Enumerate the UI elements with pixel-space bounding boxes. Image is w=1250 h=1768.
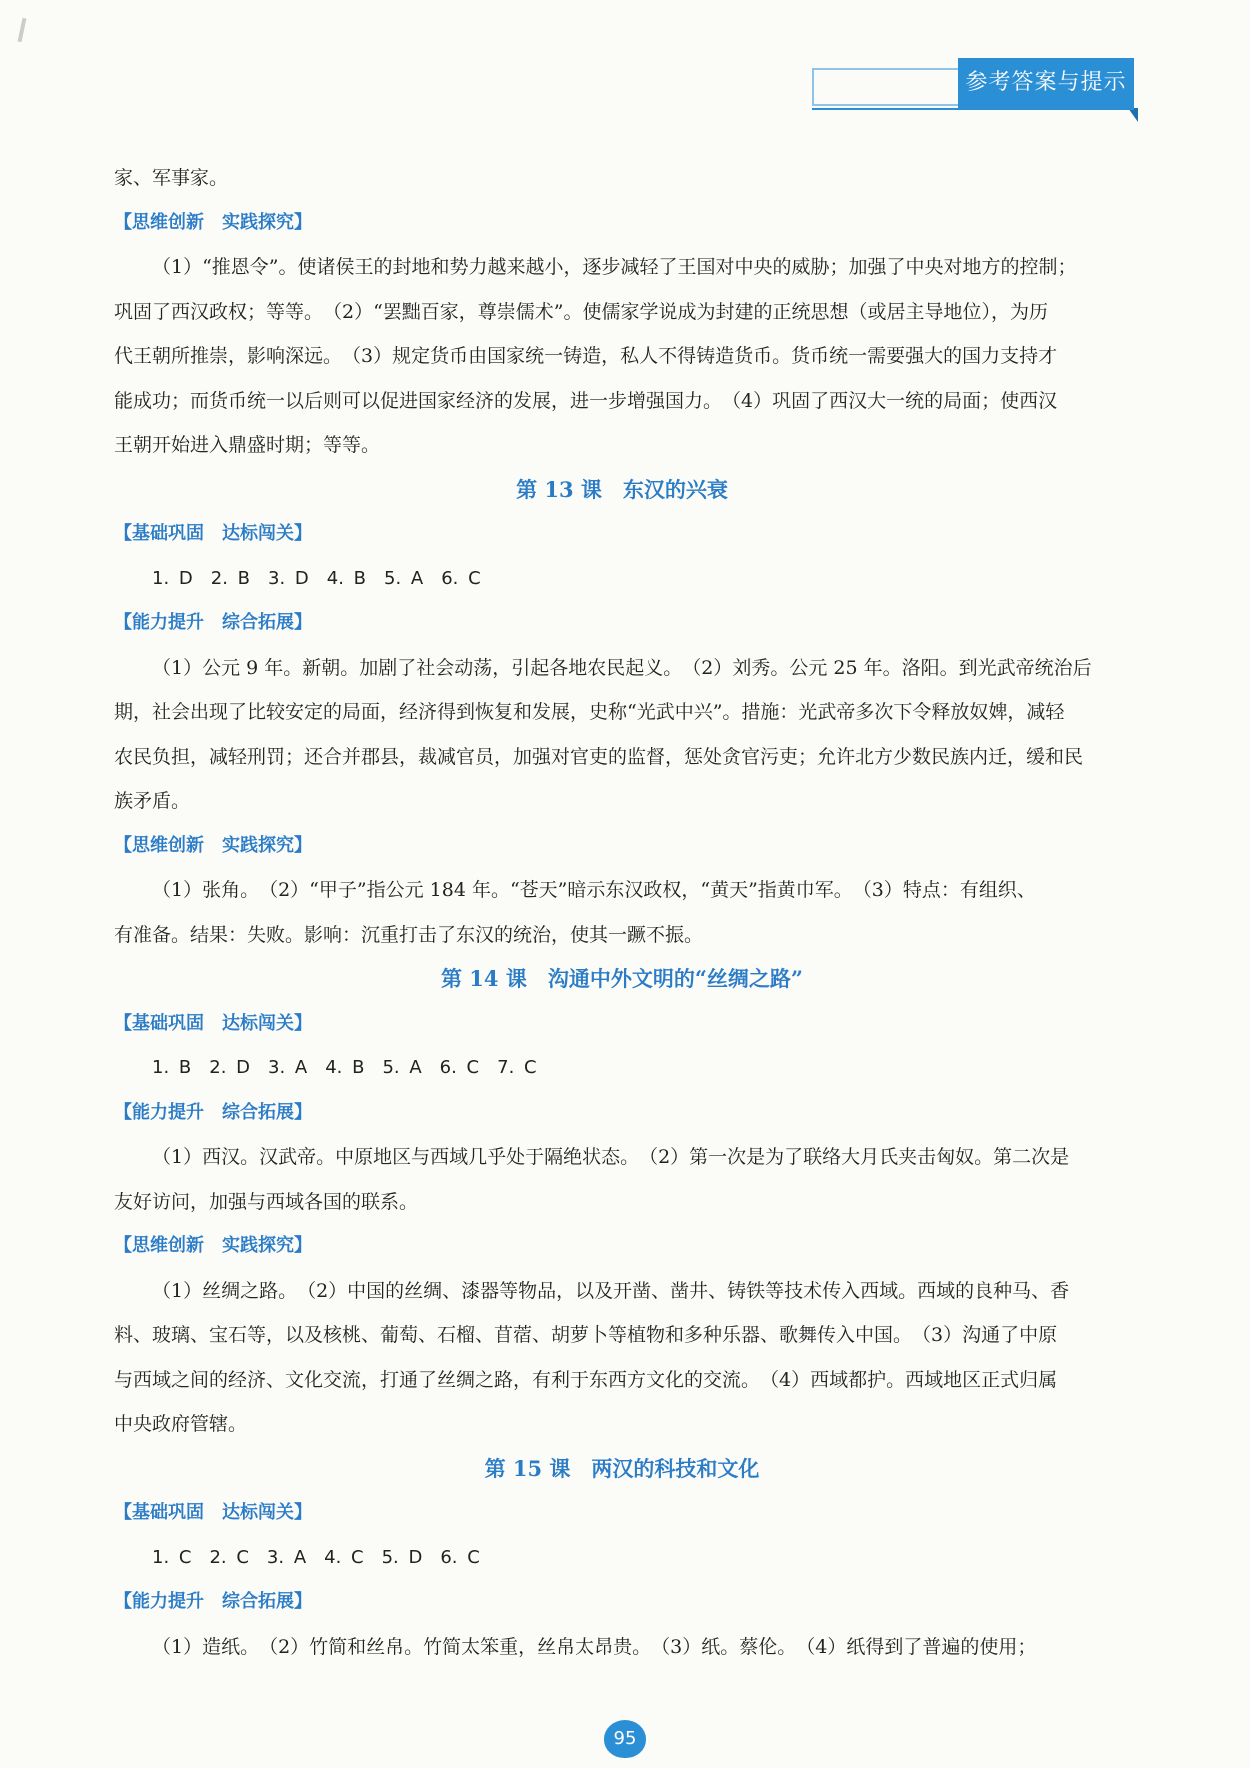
text-line: 中央政府管辖。 xyxy=(114,1413,248,1435)
section-heading-basic: 【基础巩固 达标闯关】 xyxy=(114,523,312,544)
text-line: （1）张角。 （2）“甲子”指公元 184 年。“苍天”暗示东汉政权，“黄天”指黄巾军。 （3）特点：有组织、 xyxy=(152,879,1036,901)
text-line: （1）公元 9 年。新朝。加剧了社会动荡，引起各地农民起义。 （2）刘秀。公元 25 年。洛阳。到光武帝统治后 xyxy=(152,656,1092,679)
text-line: 料、玻璃、宝石等，以及核桃、葡萄、石榴、苜蓿、胡萝卜等植物和多种乐器、歌舞传入中国。 （3）沟通了中原 xyxy=(114,1324,1058,1346)
header-box xyxy=(812,68,958,106)
answer-key: 1. C 2. C 3. A 4. C 5. D 6. C xyxy=(152,1546,480,1568)
section-heading-ability: 【能力提升 综合拓展】 xyxy=(114,1101,312,1123)
text-line: 族矛盾。 xyxy=(114,790,191,812)
header-line xyxy=(812,108,1134,110)
answer-content xyxy=(114,156,1130,1669)
answer-key: 1. D 2. B 3. D 4. B 5. A 6. C xyxy=(152,567,481,589)
text-line: 友好访问，加强与西域各国的联系。 xyxy=(114,1190,419,1213)
section-heading-basic: 【基础巩固 达标闯关】 xyxy=(114,1502,312,1523)
lesson-title: 第 13 课 东汉的兴衰 xyxy=(516,476,728,502)
continuation-text: 家、军事家。 xyxy=(114,167,229,189)
section-heading-ability: 【能力提升 综合拓展】 xyxy=(114,1591,312,1612)
header-tab: 参考答案与提示 xyxy=(958,58,1134,108)
text-line: 能成功；而货币统一以后则可以促进国家经济的发展，进一步增强国力。 （4）巩固了西汉大一统的局面；使西汉 xyxy=(114,389,1058,412)
text-line: 有准备。结果：失败。影响：沉重打击了东汉的统治，使其一蹶不振。 xyxy=(114,923,704,946)
section-heading-ability: 【能力提升 综合拓展】 xyxy=(114,612,312,633)
section-heading-think: 【思维创新 实践探究】 xyxy=(114,211,312,233)
text-line: 农民负担，减轻刑罚；还合并郡县，裁减官员，加强对官吏的监督，惩处贪官污吏；允许北方少数民族内迁，缓和民 xyxy=(114,745,1084,768)
section-heading-basic: 【基础巩固 达标闯关】 xyxy=(114,1012,312,1034)
text-line: 期，社会出现了比较安定的局面，经济得到恢复和发展，史称“光武中兴”。措施：光武帝多次下令释放奴婢，减轻 xyxy=(114,701,1065,723)
text-line: 巩固了西汉政权；等等。 （2）“罢黜百家，尊崇儒术”。使儒家学说成为封建的正统思想（或居主导地位），为历 xyxy=(114,300,1049,323)
text-line: （1）西汉。汉武帝。中原地区与西域几乎处于隔绝状态。 （2）第一次是为了联络大月氏夹击匈奴。第二次是 xyxy=(152,1146,1070,1168)
text-line: 代王朝所推崇，影响深远。 （3）规定货币由国家统一铸造，私人不得铸造货币。货币统一需要强大的国力支持才 xyxy=(114,345,1058,367)
lesson-title: 第 14 课 沟通中外文明的“丝绸之路” xyxy=(440,966,803,991)
corner-mark xyxy=(18,18,27,42)
section-heading-think: 【思维创新 实践探究】 xyxy=(114,834,312,856)
text-line: （1）丝绸之路。 （2）中国的丝绸、漆器等物品，以及开凿、凿井、铸铁等技术传入西域。西域的良种马、香 xyxy=(152,1279,1070,1302)
text-line: 王朝开始进入鼎盛时期；等等。 xyxy=(114,434,381,456)
text-line: （1）“推恩令”。使诸侯王的封地和势力越来越小，逐步减轻了王国对中央的威胁；加强了中央对地方的控制； xyxy=(152,256,1077,278)
text-line: （1）造纸。 （2）竹简和丝帛。竹简太笨重，丝帛太昂贵。 （3）纸。蔡伦。 （4）纸得到了普遍的使用； xyxy=(152,1635,1037,1658)
lesson-title: 第 15 课 两汉的科技和文化 xyxy=(484,1455,760,1481)
text-line: 与西域之间的经济、文化交流，打通了丝绸之路，有利于东西方文化的交流。 （4）西域都护。西域地区正式归属 xyxy=(114,1368,1058,1391)
page-number: 95 xyxy=(604,1720,646,1758)
answer-key: 1. B 2. D 3. A 4. B 5. A 6. C 7. C xyxy=(152,1057,537,1078)
section-heading-think: 【思维创新 实践探究】 xyxy=(114,1235,312,1256)
